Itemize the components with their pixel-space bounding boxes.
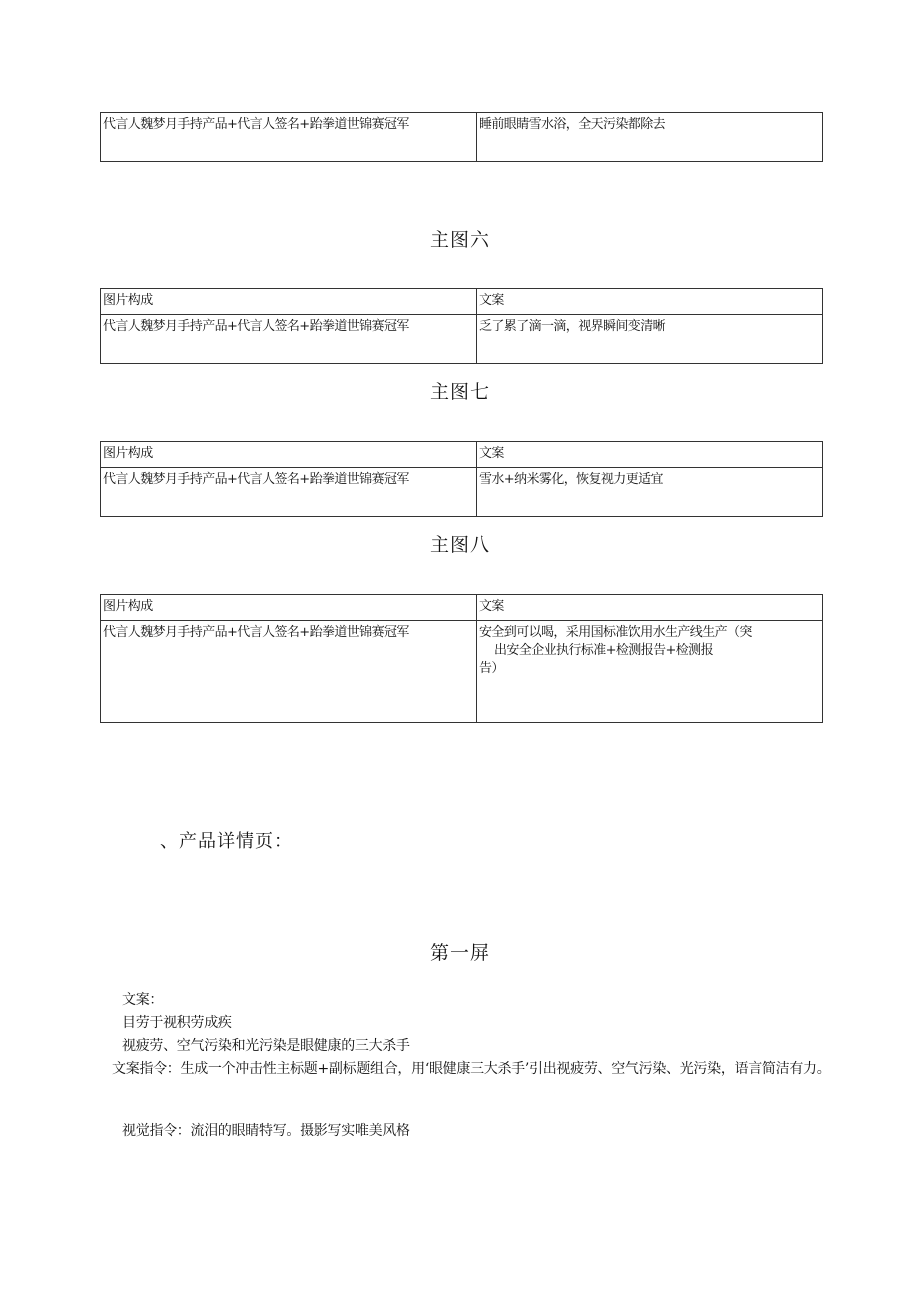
copy-cell: 雪水+纳米雾化，恢复视力更适宜 bbox=[477, 468, 823, 517]
copy-cell: 睡前眼睛雪水浴，全天污染都除去 bbox=[477, 113, 823, 162]
table-main-8 bbox=[100, 594, 823, 723]
table-row bbox=[101, 315, 823, 364]
copy-line-3: 告） bbox=[479, 661, 504, 676]
header-composition: 图片构成 bbox=[101, 595, 477, 621]
heading-main-7: 主图七 bbox=[429, 381, 490, 403]
copy-instruction: 文案指令：生成一个冲击性主标题+副标题组合，用‘眼健康三大杀手’引出视疲劳、空气污染、光污染，语言简洁有力。 bbox=[112, 1061, 831, 1077]
header-copy: 文案 bbox=[477, 289, 823, 315]
visual-instruction: 视觉指令：流泪的眼睛特写。摄影写实唯美风格 bbox=[122, 1123, 410, 1139]
composition-cell: 代言人魏梦月手持产品+代言人签名+跆拳道世锦赛冠军 bbox=[101, 468, 477, 517]
heading-screen-1: 第一屏 bbox=[429, 942, 490, 964]
copy-cell: 乏了累了滴一滴，视界瞬间变清晰 bbox=[477, 315, 823, 364]
copy-label: 文案： bbox=[122, 992, 164, 1008]
composition-cell: 代言人魏梦月手持产品+代言人签名+跆拳道世锦赛冠军 bbox=[101, 315, 477, 364]
table-header-row bbox=[101, 595, 823, 621]
table-header-row bbox=[101, 289, 823, 315]
table-main-6 bbox=[100, 288, 823, 364]
table-header-row bbox=[101, 442, 823, 468]
copy-cell bbox=[477, 621, 823, 723]
main-title-text: 目劳于视积劳成疾 bbox=[122, 1015, 232, 1031]
subtitle-text: 视疲劳、空气污染和光污染是眼健康的三大杀手 bbox=[122, 1038, 410, 1054]
copy-line-1: 安全到可以喝，采用国标准饮用水生产线生产（突 bbox=[479, 625, 752, 640]
section-product-detail: 、产品详情页： bbox=[160, 831, 293, 852]
table-main-7 bbox=[100, 441, 823, 517]
table-row bbox=[101, 113, 823, 162]
composition-cell: 代言人魏梦月手持产品+代言人签名+跆拳道世锦赛冠军 bbox=[101, 113, 477, 162]
header-copy: 文案 bbox=[477, 595, 823, 621]
heading-main-8: 主图八 bbox=[429, 534, 490, 556]
table-main-5 bbox=[100, 112, 823, 162]
copy-line-2: 出安全企业执行标准+检测报告+检测报 bbox=[494, 643, 713, 658]
header-composition: 图片构成 bbox=[101, 442, 477, 468]
heading-main-6: 主图六 bbox=[429, 229, 490, 251]
table-row bbox=[101, 621, 823, 723]
header-composition: 图片构成 bbox=[101, 289, 477, 315]
table-row bbox=[101, 468, 823, 517]
header-copy: 文案 bbox=[477, 442, 823, 468]
composition-cell: 代言人魏梦月手持产品+代言人签名+跆拳道世锦赛冠军 bbox=[101, 621, 477, 723]
